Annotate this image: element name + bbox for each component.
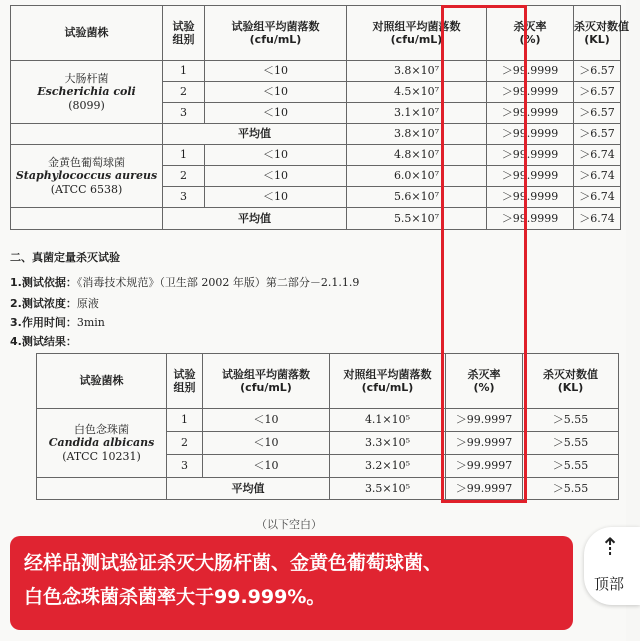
banner-line-1: 经样品测试验证杀灭大肠杆菌、金黄色葡萄球菌、	[24, 552, 443, 574]
test-results-label: 4.测试结果：	[10, 335, 77, 348]
table-row: 3 ＜10 3.1×10⁷ ＞99.9999 ＞6.57	[11, 103, 621, 124]
header-kill-rate: 杀灭率 (%)	[446, 354, 523, 409]
header-kill-rate: 杀灭率 (%)	[487, 6, 574, 61]
header-test-count: 试验组平均菌落数 (cfu/mL)	[203, 354, 330, 409]
average-row: 平均值 3.8×10⁷ ＞99.9999 ＞6.57	[11, 124, 621, 145]
action-time: 3.作用时间：3min	[10, 316, 105, 329]
test-basis: 1.测试依据：《消毒技术规范》（卫生部 2002 年版）第二部分－2.1.1.9	[10, 276, 360, 289]
table-row: 白色念珠菌 Candida albicans (ATCC 10231) 1 ＜10 4.1×10⁵ ＞99.9997 ＞5.55	[37, 409, 619, 432]
fungi-results-table	[36, 353, 619, 500]
header-group: 试验 组别	[167, 354, 203, 409]
section-title: 二、真菌定量杀灭试验	[10, 251, 120, 264]
test-concentration: 2.测试浓度：原液	[10, 297, 99, 310]
average-row: 平均值 5.5×10⁷ ＞99.9999 ＞6.74	[11, 208, 621, 230]
back-to-top-label: 顶部	[594, 575, 625, 593]
header-test-count: 试验组平均菌落数 (cfu/mL)	[205, 6, 347, 61]
strain-ecoli: 大肠杆菌 Escherichia coli (8099)	[11, 61, 163, 124]
table-row: 2 ＜10 4.5×10⁷ ＞99.9999 ＞6.57	[11, 82, 621, 103]
header-control-count: 对照组平均菌落数 (cfu/mL)	[347, 6, 487, 61]
summary-banner	[10, 536, 573, 630]
banner-line-2: 白色念珠菌杀菌率大于99.999%。	[24, 586, 326, 608]
table-header-row	[37, 354, 619, 409]
header-group: 试验 组别	[163, 6, 205, 61]
kill-rate-highlight-box	[441, 5, 527, 503]
strain-calbicans: 白色念珠菌 Candida albicans (ATCC 10231)	[37, 409, 167, 478]
strain-saureus: 金黄色葡萄球菌 Staphylococcus aureus (ATCC 6538)	[11, 145, 163, 208]
header-control-count: 对照组平均菌落数 (cfu/mL)	[330, 354, 446, 409]
header-strain: 试验菌株	[11, 6, 163, 61]
average-row: 平均值 3.5×10⁵ ＞99.9997 ＞5.55	[37, 478, 619, 500]
blank-below-note: （以下空白）	[256, 518, 322, 531]
header-kill-log: 杀灭对数值 (KL)	[523, 354, 619, 409]
bacteria-results-table	[10, 5, 629, 230]
table-row: 2 ＜10 6.0×10⁷ ＞99.9999 ＞6.74	[11, 166, 621, 187]
table-header-row	[11, 6, 621, 61]
table-row: 2 ＜10 3.3×10⁵ ＞99.9997 ＞5.55	[37, 432, 619, 455]
table-row: 大肠杆菌 Escherichia coli (8099) 1 ＜10 3.8×10⁷ ＞99.9999 ＞6.57	[11, 61, 621, 82]
header-kill-log: 杀灭对数值 (KL)	[574, 6, 621, 61]
header-strain: 试验菌株	[37, 354, 167, 409]
table-row: 3 ＜10 5.6×10⁷ ＞99.9999 ＞6.74	[11, 187, 621, 208]
table-row: 3 ＜10 3.2×10⁵ ＞99.9997 ＞5.55	[37, 455, 619, 478]
arrow-up-icon: ⇡	[600, 533, 621, 561]
back-to-top-button[interactable]	[584, 527, 640, 605]
table-row: 金黄色葡萄球菌 Staphylococcus aureus (ATCC 6538) 1 ＜10 4.8×10⁷ ＞99.9999 ＞6.74	[11, 145, 621, 166]
